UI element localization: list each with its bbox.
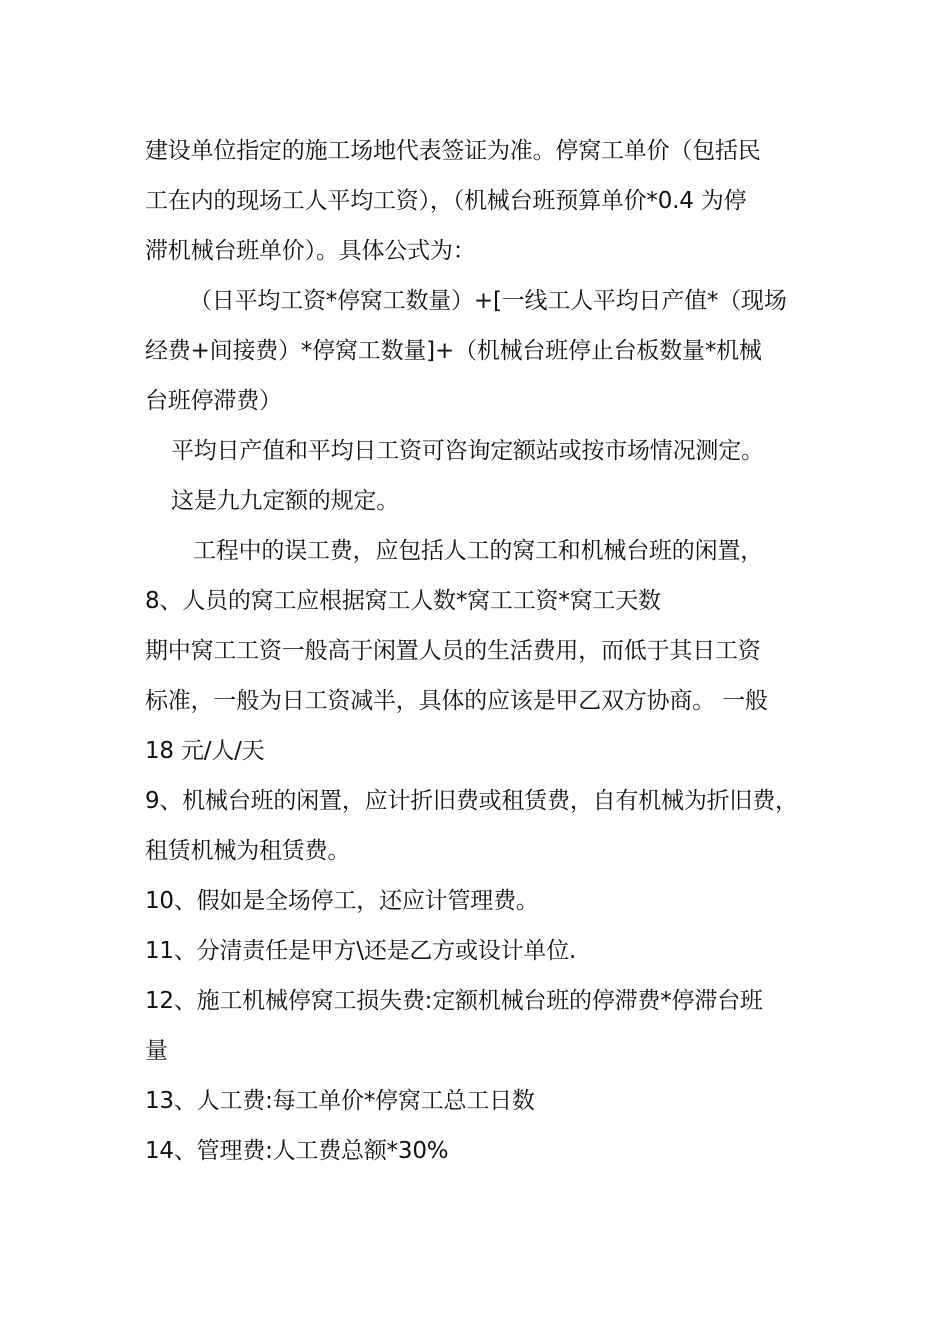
text-line-6: 工程中的误工费，应包括人工的窝工和机械台班的闲置，	[193, 538, 764, 564]
list-item-8: 8、人员的窝工应根据窝工人数*窝工工资*窝工天数	[145, 588, 661, 614]
text-line-4: 平均日产值和平均日工资可咨询定额站或按市场情况测定。	[171, 438, 764, 464]
list-item-10: 10、假如是全场停工，还应计管理费。	[145, 888, 539, 914]
text-line-5: 这是九九定额的规定。	[171, 488, 400, 514]
formula-line-2: 经费+间接费）*停窝工数量]+（机械台班停止台板数量*机械	[145, 338, 762, 364]
text-line-8: 标准，一般为日工资减半，具体的应该是甲乙双方协商。 一般	[145, 688, 768, 714]
list-item-9: 9、机械台班的闲置，应计折旧费或租赁费，自有机械为折旧费，	[145, 788, 798, 814]
formula-line-3: 台班停滞费）	[145, 388, 282, 414]
text-line-3: 滞机械台班单价）。具体公式为：	[145, 238, 476, 264]
list-item-12: 12、施工机械停窝工损失费:定额机械台班的停滞费*停滞台班	[145, 988, 763, 1014]
text-line-9: 18 元/人/天	[145, 738, 265, 764]
text-line-7: 期中窝工工资一般高于闲置人员的生活费用，而低于其日工资	[145, 638, 761, 664]
text-line-10: 租赁机械为租赁费。	[145, 838, 351, 864]
list-item-11: 11、分清责任是甲方\还是乙方或设计单位.	[145, 938, 577, 964]
list-item-13: 13、人工费:每工单价*停窝工总工日数	[145, 1088, 535, 1114]
text-line-11: 量	[145, 1038, 168, 1064]
text-line-2: 工在内的现场工人平均工资），（机械台班预算单价*0.4 为停	[145, 188, 747, 214]
document-body	[145, 126, 835, 1176]
text-line-1: 建设单位指定的施工场地代表签证为准。停窝工单价（包括民	[145, 138, 761, 164]
list-item-14: 14、管理费:人工费总额*30%	[145, 1138, 449, 1164]
formula-line-1: （日平均工资*停窝工数量）+[一线工人平均日产值*（现场	[189, 288, 787, 314]
